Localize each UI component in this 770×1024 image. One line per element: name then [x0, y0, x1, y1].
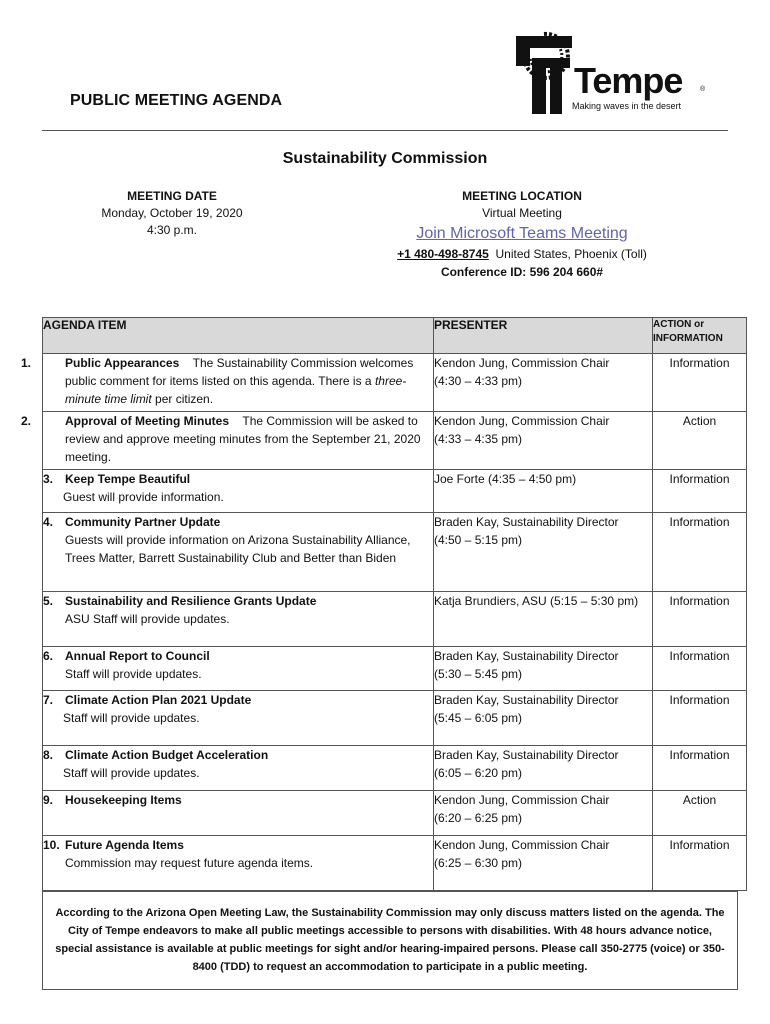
- action-cell: Information: [653, 354, 747, 412]
- presenter-time: (6:25 – 6:30 pm): [434, 856, 523, 870]
- page-title: PUBLIC MEETING AGENDA: [70, 92, 283, 109]
- presenter-time: (4:50 – 5:15 pm): [434, 533, 523, 547]
- presenter-cell: [434, 354, 653, 412]
- item-title: Public Appearances: [65, 356, 180, 370]
- item-number: 2.: [21, 414, 32, 428]
- presenter-cell: [434, 791, 653, 836]
- tempe-logo-mark-icon: [514, 28, 574, 118]
- presenter-name: Joe Forte (4:35 – 4:50 pm): [434, 472, 577, 486]
- item-title: Climate Action Budget Acceleration: [65, 748, 269, 762]
- agenda-item-cell: [43, 691, 434, 746]
- item-number: 7.: [43, 693, 54, 707]
- agenda-header-row: [43, 318, 747, 354]
- item-number: 8.: [43, 748, 54, 762]
- agenda-item-cell: [21, 412, 434, 470]
- item-description: ASU Staff will provide updates.: [65, 612, 230, 626]
- agenda-row: [43, 791, 747, 836]
- presenter-name: Braden Kay, Sustainability Director: [434, 649, 619, 663]
- meeting-date-label: MEETING DATE: [127, 189, 217, 203]
- item-description: The Commission will be asked to review and approve meeting minutes from the September 21, 2020 meeting.: [65, 414, 421, 464]
- open-meeting-law-notice: According to the Arizona Open Meeting Law, the Sustainability Commission may only discuss matters listed on the agenda. The City of Tempe endeavors to make all public meetings accessible to persons with disabilities. With 48 hours advance notice, special assistance is available at public meetings for sight and/or hearing-impaired persons. Please call 350-2775 (voice) or 350-8400 (TDD) to request an accommodation to participate in a public meeting.: [42, 891, 738, 990]
- item-title: Future Agenda Items: [65, 838, 184, 852]
- presenter-time: (5:45 – 6:05 pm): [434, 711, 523, 725]
- agenda-item-cell: [43, 836, 434, 891]
- presenter-name: Kendon Jung, Commission Chair: [434, 414, 610, 428]
- item-description-emphasis: three-minute time limit: [65, 374, 407, 406]
- agenda-row: [43, 513, 747, 592]
- item-title: Housekeeping Items: [65, 793, 182, 807]
- presenter-cell: [434, 746, 653, 791]
- presenter-time: (6:20 – 6:25 pm): [434, 811, 523, 825]
- agenda-row: [43, 470, 747, 513]
- commission-name: Sustainability Commission: [282, 150, 488, 167]
- meeting-date-block: [72, 188, 272, 239]
- item-number: 6.: [43, 649, 54, 663]
- agenda-row: [43, 746, 747, 791]
- presenter-name: Kendon Jung, Commission Chair: [434, 793, 610, 807]
- header-action-line1: ACTION or: [653, 319, 705, 330]
- agenda-row: [43, 592, 747, 647]
- agenda-item-cell: [43, 647, 434, 691]
- item-description: Staff will provide updates.: [65, 667, 202, 681]
- action-cell: Information: [653, 592, 747, 647]
- presenter-time: (5:30 – 5:45 pm): [434, 667, 523, 681]
- tempe-logo: [514, 28, 710, 118]
- item-number: 3.: [43, 472, 54, 486]
- item-description: Commission may request future agenda items.: [65, 856, 314, 870]
- presenter-name: Kendon Jung, Commission Chair: [434, 356, 610, 370]
- item-number: 5.: [43, 594, 54, 608]
- dial-in-description: United States, Phoenix (Toll): [495, 247, 647, 261]
- presenter-cell: [434, 691, 653, 746]
- logo-wordmark: Tempe: [574, 60, 683, 101]
- agenda-row: [43, 354, 747, 412]
- conference-id: 596 204 660#: [529, 265, 604, 279]
- action-cell: Information: [653, 470, 747, 513]
- agenda-row: [43, 412, 747, 470]
- presenter-cell: [434, 470, 653, 513]
- agenda-item-cell: [43, 746, 434, 791]
- agenda-row: [43, 691, 747, 746]
- agenda-row: [43, 836, 747, 891]
- presenter-cell: [434, 412, 653, 470]
- presenter-cell: [434, 647, 653, 691]
- action-cell: Action: [653, 412, 747, 470]
- presenter-cell: [434, 513, 653, 592]
- dial-in-line: [362, 245, 682, 263]
- item-description: The Sustainability Commission welcomes public comment for items listed on this agenda. There is a: [65, 356, 414, 388]
- agenda-item-cell: [43, 791, 434, 836]
- item-title: Annual Report to Council: [65, 649, 210, 663]
- presenter-name: Braden Kay, Sustainability Director: [434, 515, 619, 529]
- item-title: Climate Action Plan 2021 Update: [65, 693, 252, 707]
- presenter-cell: [434, 592, 653, 647]
- action-cell: Information: [653, 746, 747, 791]
- header-action-line2: INFORMATION: [653, 333, 723, 344]
- presenter-name: Braden Kay, Sustainability Director: [434, 748, 619, 762]
- logo-tagline: Making waves in the desert: [572, 101, 682, 111]
- presenter-time: (4:30 – 4:33 pm): [434, 374, 523, 388]
- item-title: Sustainability and Resilience Grants Update: [65, 594, 317, 608]
- presenter-name: Katja Brundiers, ASU (5:15 – 5:30 pm): [434, 594, 639, 608]
- action-cell: Information: [653, 691, 747, 746]
- meeting-location-block: [362, 188, 682, 281]
- header-action-or-information: [653, 318, 747, 354]
- item-title: Community Partner Update: [65, 515, 221, 529]
- logo-registered-mark: ®: [700, 86, 706, 93]
- item-number: 10.: [43, 838, 60, 852]
- presenter-name: Kendon Jung, Commission Chair: [434, 838, 610, 852]
- item-description: Staff will provide updates.: [63, 711, 200, 725]
- item-number: 4.: [43, 515, 54, 529]
- agenda-item-cell: [43, 470, 434, 513]
- item-number: 9.: [43, 793, 54, 807]
- meeting-location-label: MEETING LOCATION: [462, 189, 582, 203]
- agenda-item-cell: [43, 592, 434, 647]
- action-cell: Action: [653, 791, 747, 836]
- agenda-item-cell: [21, 354, 434, 412]
- agenda-table: [21, 317, 747, 891]
- presenter-time: (4:33 – 4:35 pm): [434, 432, 523, 446]
- agenda-row: [43, 647, 747, 691]
- header-agenda-item: AGENDA ITEM: [43, 318, 434, 354]
- item-description: Guests will provide information on Arizona Sustainability Alliance, Trees Matter, Barrett Sustainability Club and Better than Biden: [65, 533, 411, 565]
- presenter-cell: [434, 836, 653, 891]
- action-cell: Information: [653, 647, 747, 691]
- join-teams-meeting-link[interactable]: Join Microsoft Teams Meeting: [416, 225, 628, 242]
- agenda-item-cell: [43, 513, 434, 592]
- item-title: Approval of Meeting Minutes: [65, 414, 230, 428]
- presenter-time: (6:05 – 6:20 pm): [434, 766, 523, 780]
- item-description: Staff will provide updates.: [63, 766, 200, 780]
- item-number: 1.: [21, 356, 32, 370]
- header-presenter: PRESENTER: [434, 318, 653, 354]
- meeting-time: 4:30 p.m.: [146, 223, 198, 237]
- item-title: Keep Tempe Beautiful: [65, 472, 191, 486]
- conference-id-line: [362, 263, 682, 281]
- item-description-end: per citizen.: [151, 392, 214, 406]
- dial-in-phone-link[interactable]: +1 480-498-8745: [397, 247, 489, 261]
- action-cell: Information: [653, 836, 747, 891]
- header-divider: [42, 130, 728, 131]
- meeting-date: Monday, October 19, 2020: [101, 206, 243, 220]
- presenter-name: Braden Kay, Sustainability Director: [434, 693, 619, 707]
- meeting-venue: Virtual Meeting: [482, 206, 562, 220]
- action-cell: Information: [653, 513, 747, 592]
- item-description: Guest will provide information.: [63, 490, 224, 504]
- conference-id-label: Conference ID:: [440, 265, 527, 279]
